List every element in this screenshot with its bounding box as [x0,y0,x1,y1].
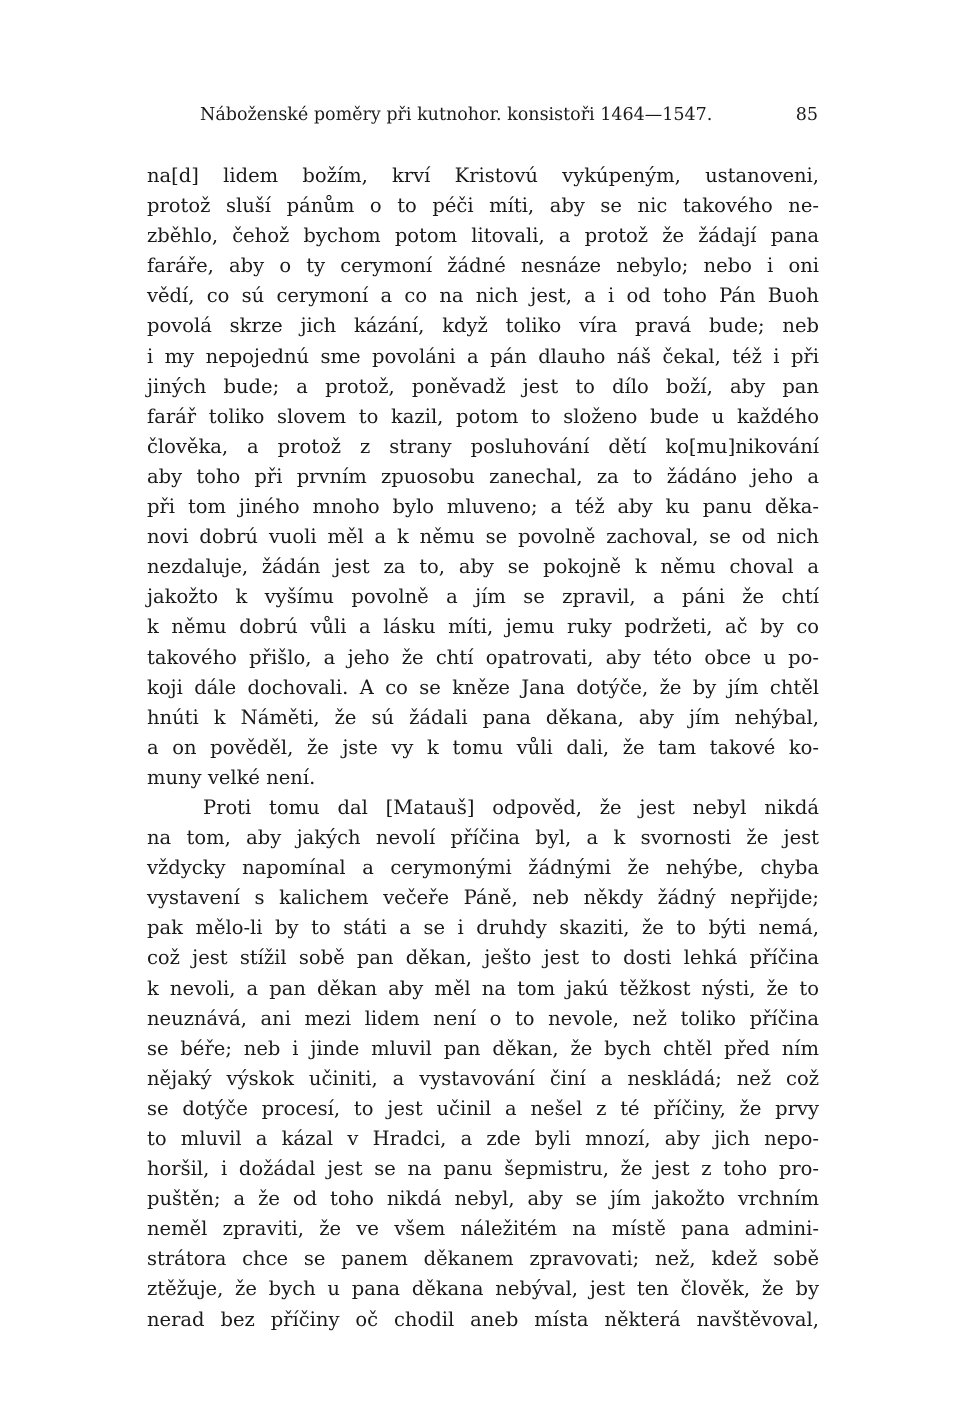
text-line: strátora chce se panem děkanem zpravovati; než, kdež sobě [147,1247,819,1271]
text-line: koji dále dochovali. A co se kněze Jana dotýče, že by jím chtěl [147,675,819,699]
text-line: i my nepojednú sme povoláni a pán dlauho náš čekal, též i při [147,344,819,368]
text-line: pak mělo-li by to státi a se i druhdy skaziti, že to býti nemá, [147,916,819,940]
text-line: na[d] lidem božím, krví Kristovú vykúpeným, ustanoveni, [147,164,819,187]
text-line: vystavení s kalichem večeře Páně, neb někdy žádný nepřijde; [147,886,819,910]
text-line: faráře, aby o ty cerymoní žádné nesnáze nebylo; nebo i oni [147,254,819,278]
text-line: nezdaluje, žádán jest za to, aby se pokojně k němu choval a [147,555,819,579]
text-line: a on pověděl, že jste vy k tomu vůli dali, že tam takové ko- [147,735,819,759]
text-line: jakožto k vyšímu povolně a jím se zpravil, a páni že chtí [147,585,819,609]
text-line: nějaký výskok učiniti, a vystavování činí a neskládá; než což [147,1066,819,1090]
text-line: farář toliko slovem to kazil, potom to složeno bude u každého [147,404,819,428]
paragraph-first-line: Proti tomu dal [Matauš] odpověd, že jest nebyl nikdá [203,795,819,819]
body-text [147,161,819,1335]
text-line: povolá skrze jich kázání, když toliko víra pravá bude; neb [147,314,819,338]
text-line: vždycky napomínal a cerymonými žádnými že nehýbe, chyba [147,856,819,880]
text-line: se dotýče procesí, to jest učinil a nešel z té příčiny, že prvy [147,1096,819,1120]
text-line: to mluvil a kázal v Hradci, a zde byli mnozí, aby jich nepo- [147,1127,819,1150]
page-number: 85 [795,105,818,125]
text-line: horšil, i dožádal jest se na panu šepmistru, že jest z toho pro- [147,1157,819,1181]
text-line: na tom, aby jakých nevolí příčina byl, a k svornosti že jest [147,826,819,850]
text-line: neuznává, ani mezi lidem není o to nevole, než toliko příčina [147,1006,819,1030]
text-line: ztěžuje, že bych u pana děkana nebýval, jest ten člověk, že by [147,1277,819,1301]
text-line: nerad bez příčiny oč chodil aneb místa některá navštěvoval, [147,1307,819,1331]
text-line: což jest stížil sobě pan děkan, ješto jest to dosti lehká příčina [147,946,819,970]
text-line: protož sluší pánům o to péči míti, aby se nic takového ne- [147,194,819,218]
text-line: k němu dobrú vůli a lásku míti, jemu ruky podržeti, ač by co [147,615,819,639]
text-line: neměl zpraviti, že ve všem náležitém na místě pana admini- [147,1217,819,1241]
text-line: aby toho při prvním zpuosobu zanechal, za to žádáno jeho a [147,464,819,488]
text-line: novi dobrú vuoli měl a k němu se povolně zachoval, se od nich [147,525,819,549]
text-line: člověka, a protož z strany posluhování dětí ko[mu]nikování [147,434,819,458]
paragraph-last-line: muny velké není. [147,765,316,789]
text-line: hnúti k Náměti, že sú žádali pana děkana, aby jím nehýbal, [147,705,819,729]
text-line: zběhlo, čehož bychom potom litovali, a protož že žádají pana [147,224,819,248]
text-line: při tom jiného mnoho bylo mluveno; a též aby ku panu děka- [147,495,819,519]
text-line: takového přišlo, a jeho že chtí opatrovati, aby této obce u po- [147,645,819,669]
text-line: k nevoli, a pan děkan aby měl na tom jakú těžkost nýsti, že to [147,976,819,1000]
text-line: puštěn; a že od toho nikdá nebyl, aby se jím jakožto vrchním [147,1187,819,1211]
running-title: Náboženské poměry při kutnohor. konsistoři 1464—1547. [200,105,713,125]
text-line: se béře; neb i jinde mluvil pan děkan, že bych chtěl před ním [147,1036,819,1060]
text-line: jiných bude; a protož, poněvadž jest to dílo boží, aby pan [147,374,819,398]
page-header [200,100,818,130]
text-line: vědí, co sú cerymoní a co na nich jest, a i od toho Pán Buoh [147,284,819,308]
